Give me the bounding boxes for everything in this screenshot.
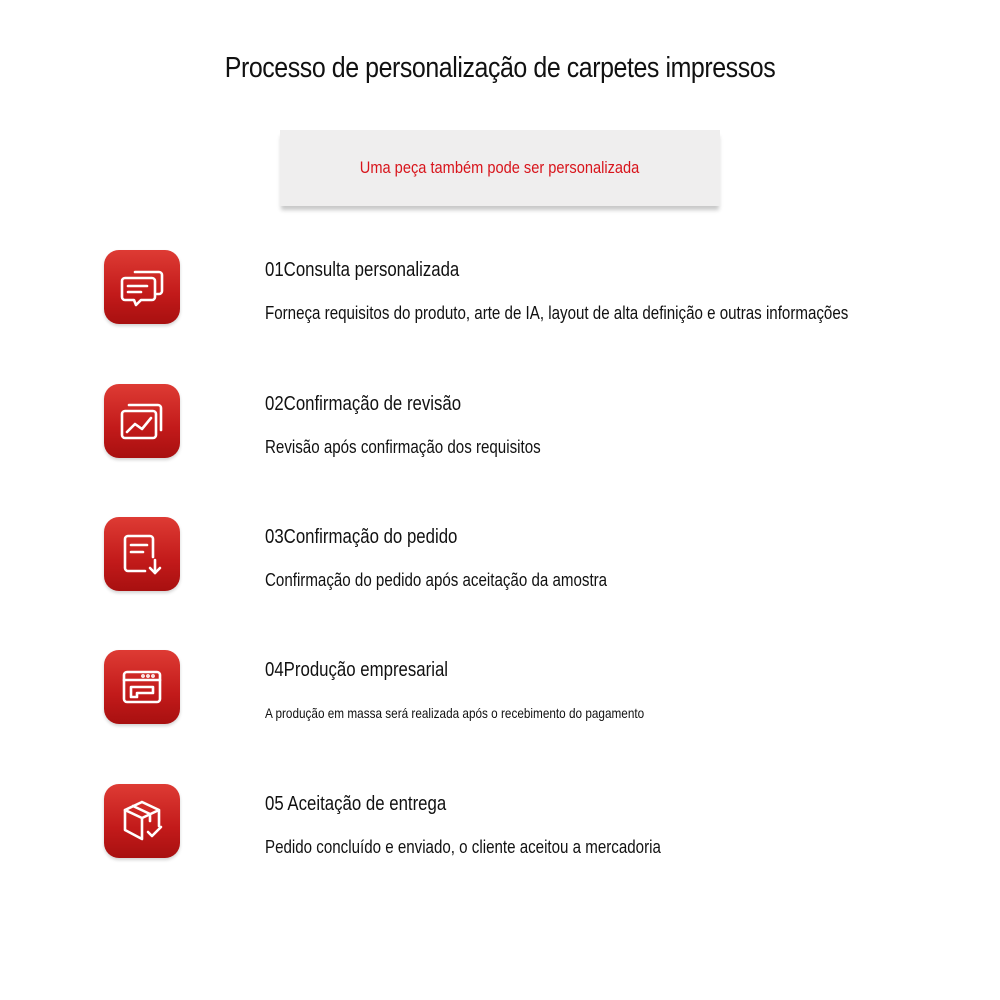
chat-icon — [104, 250, 180, 324]
step-3 — [0, 517, 1000, 593]
step-description: Confirmação do pedido após aceitação da amostra — [265, 570, 608, 590]
package-check-icon — [104, 784, 180, 858]
step-description: Revisão após confirmação dos requisitos — [265, 437, 541, 457]
step-2 — [0, 384, 1000, 460]
document-download-icon — [104, 517, 180, 591]
step-title: 04Produção empresarial — [265, 659, 449, 681]
step-description: Forneça requisitos do produto, arte de IA, layout de alta definição e outras informações — [265, 303, 849, 323]
page-title: Processo de personalização de carpetes impressos — [224, 52, 776, 84]
machine-icon — [104, 650, 180, 724]
step-1 — [0, 250, 1000, 326]
step-description: Pedido concluído e enviado, o cliente aceitou a mercadoria — [265, 837, 661, 857]
step-title: 05 Aceitação de entrega — [265, 793, 447, 815]
step-4 — [0, 650, 1000, 726]
image-chart-icon — [104, 384, 180, 458]
step-title: 03Confirmação do pedido — [265, 526, 458, 548]
step-title: 01Consulta personalizada — [265, 259, 460, 281]
step-description: A produção em massa será realizada após o recebimento do pagamento — [265, 705, 645, 721]
banner-text: Uma peça também pode ser personalizada — [360, 158, 640, 177]
step-title: 02Confirmação de revisão — [265, 393, 462, 415]
step-5 — [0, 784, 1000, 860]
